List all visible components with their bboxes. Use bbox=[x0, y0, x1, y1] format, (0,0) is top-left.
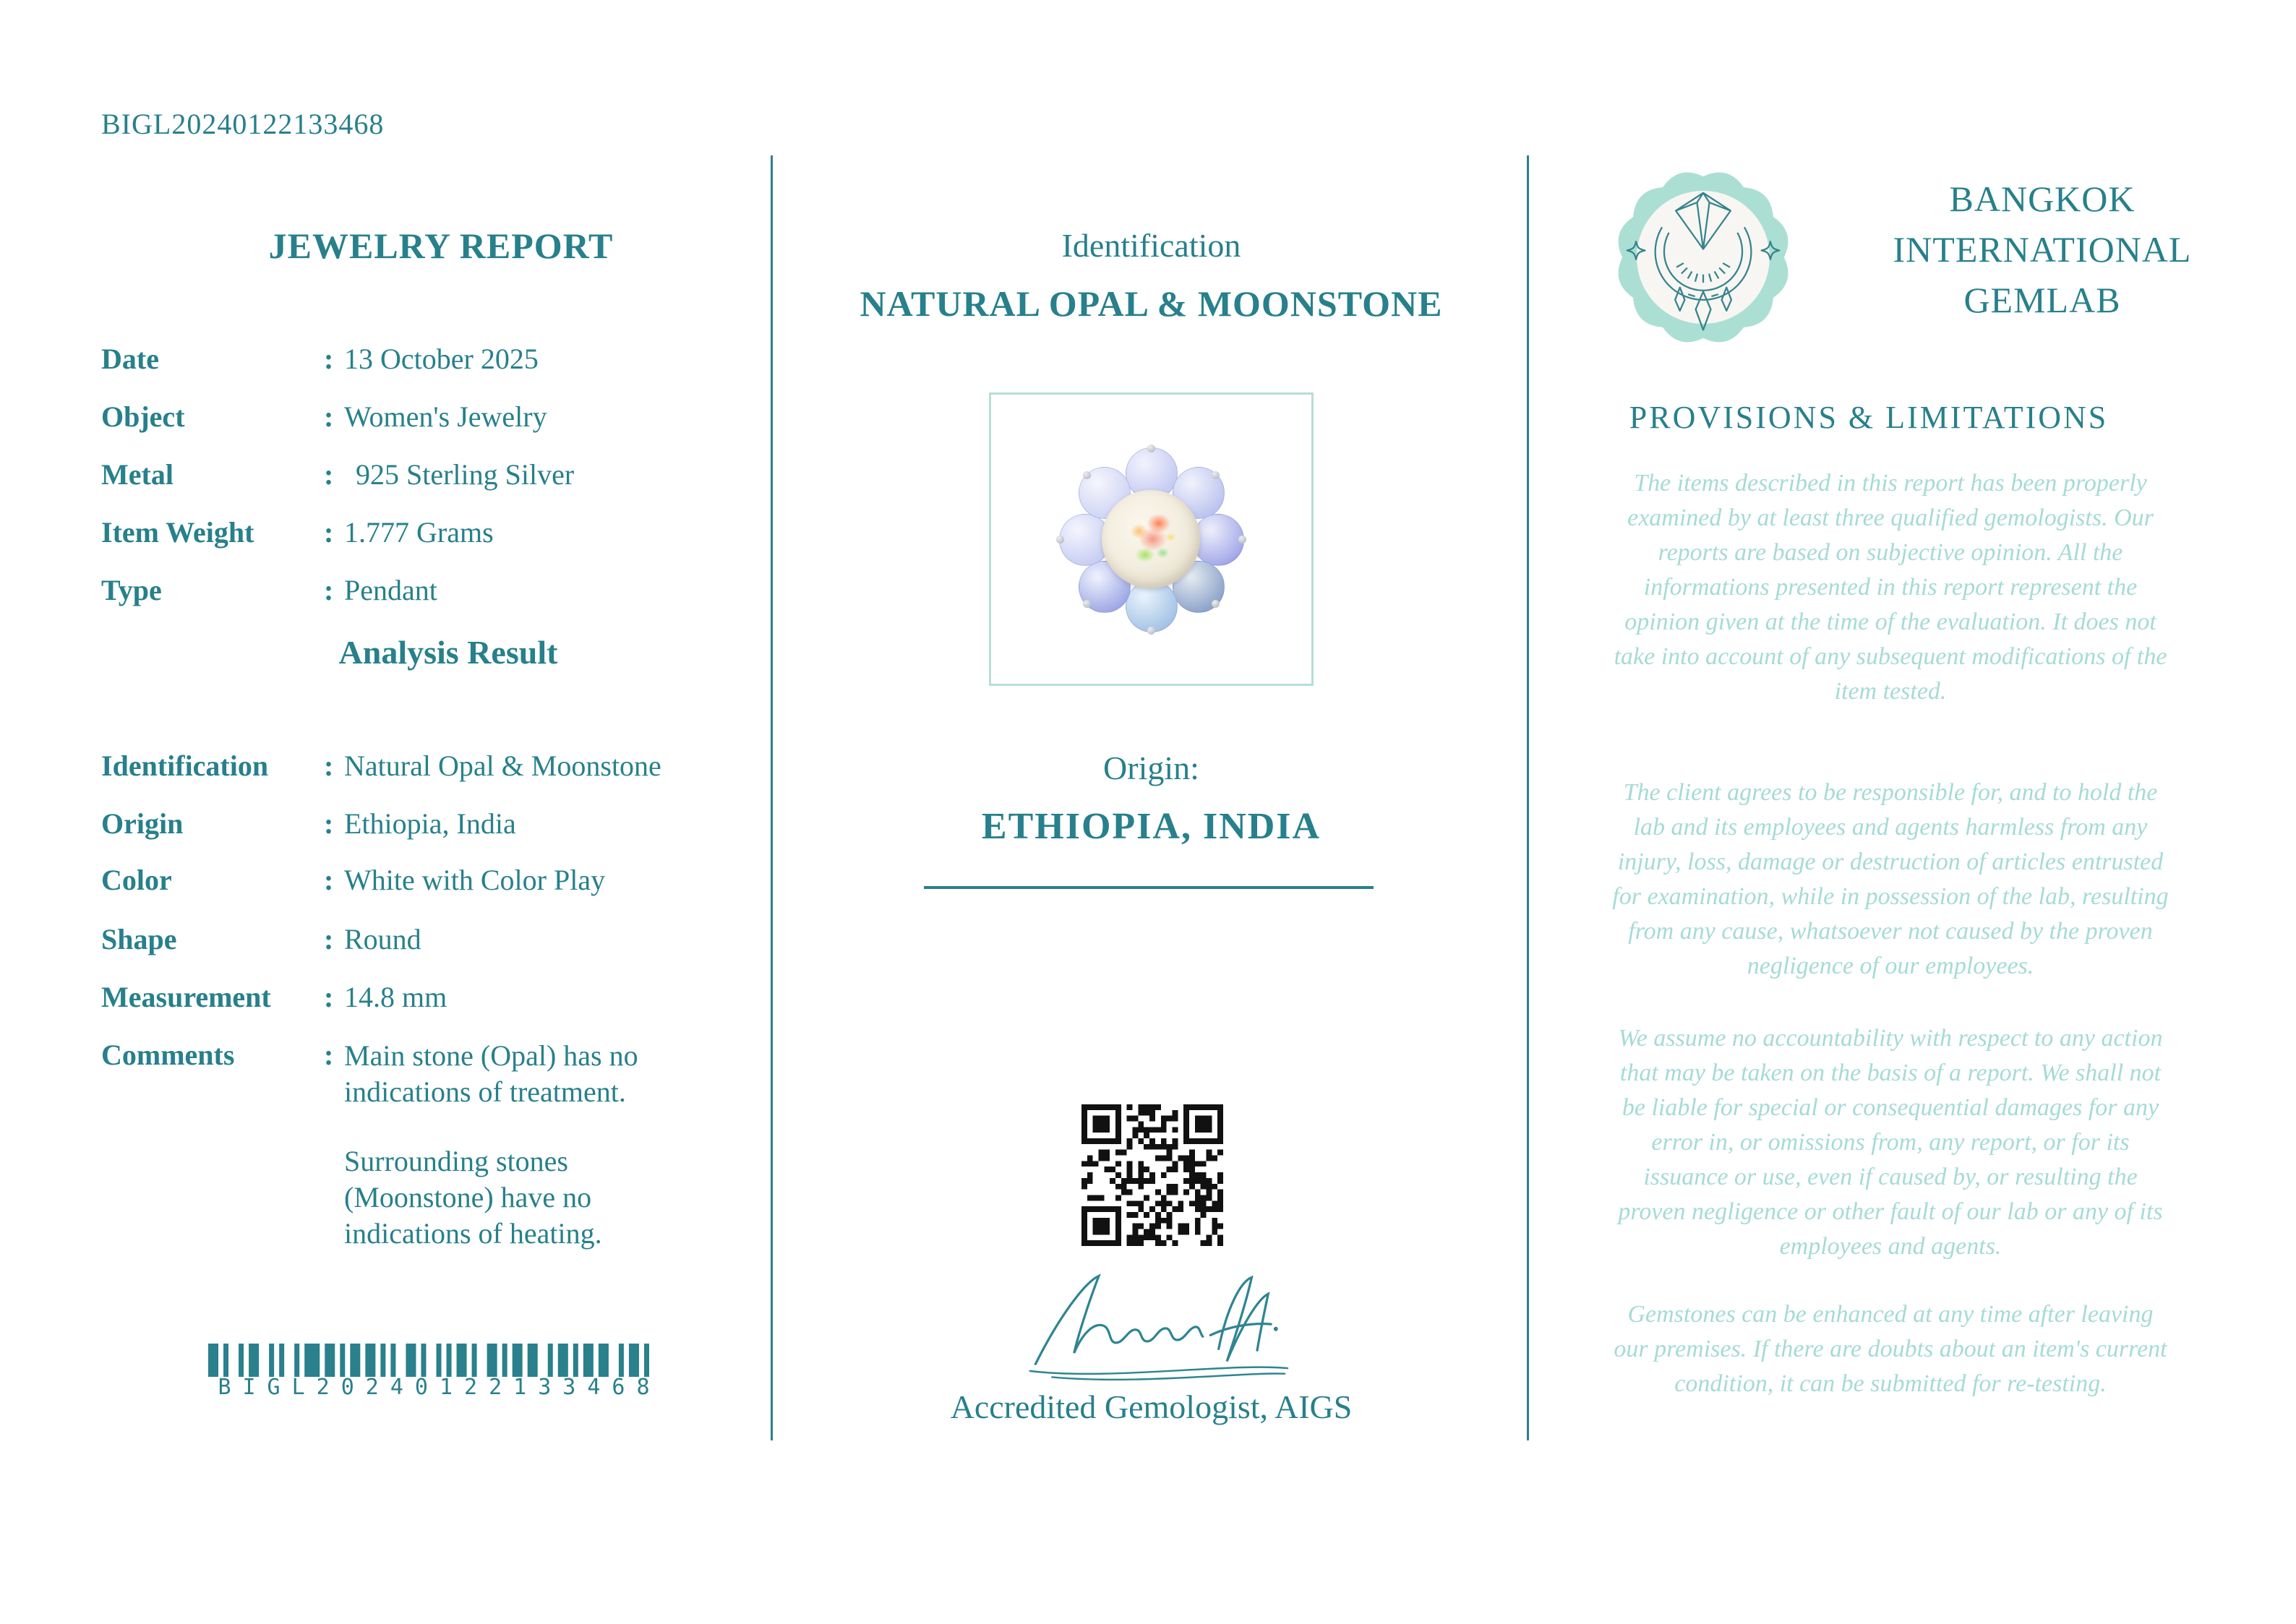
lab-name bbox=[1840, 173, 2245, 325]
field-row-color bbox=[101, 863, 774, 903]
jewelry-photo bbox=[989, 392, 1314, 686]
field-label: Color bbox=[101, 864, 172, 896]
barcode bbox=[208, 1344, 659, 1377]
prong bbox=[1238, 536, 1246, 544]
page-title: JEWELRY REPORT bbox=[268, 225, 614, 266]
prong bbox=[1083, 471, 1091, 479]
comments-line: Surrounding stones bbox=[344, 1145, 568, 1177]
lab-name-line: GEMLAB bbox=[1963, 280, 2121, 320]
field-value: 925 Sterling Silver bbox=[356, 458, 575, 491]
field-label: Item Weight bbox=[101, 516, 254, 549]
field-row-comments bbox=[101, 1038, 774, 1108]
field-row-object bbox=[101, 400, 774, 440]
identification-heading: Identification bbox=[1061, 227, 1241, 264]
field-label: Metal bbox=[101, 458, 174, 491]
prong bbox=[1056, 536, 1064, 544]
field-colon: : bbox=[324, 864, 334, 896]
field-colon: : bbox=[324, 807, 334, 840]
lab-logo bbox=[1611, 165, 1796, 350]
field-colon: : bbox=[324, 516, 334, 549]
field-label: Date bbox=[101, 343, 159, 375]
field-label: Comments bbox=[101, 1039, 235, 1071]
field-row-measurement bbox=[101, 980, 774, 1021]
field-colon: : bbox=[324, 343, 334, 375]
comments-line: indications of treatment. bbox=[344, 1075, 626, 1108]
comments-line: Main stone (Opal) has no bbox=[344, 1039, 638, 1072]
provisions-paragraph: The items described in this report has been properly examined by at least three qualified gemologists. Our reports are based on subjective opinion. All the informations presented in this report represent the opinion given at the time of the evaluation. It does not take into account of any subsequent modifications of the item tested. bbox=[1614, 470, 2167, 705]
identification-value: NATURAL OPAL & MOONSTONE bbox=[860, 283, 1443, 324]
field-row-metal bbox=[101, 457, 774, 498]
field-value: Pendant bbox=[344, 574, 437, 606]
origin-value: ETHIOPIA, INDIA bbox=[981, 806, 1322, 847]
provisions-text bbox=[1609, 466, 2172, 1401]
provisions-paragraph: The client agrees to be responsible for, and to hold the lab and its employees and agents harmless from any injury, loss, damage or destruction of articles entrusted for examination, while in possession of the lab, resulting from any cause, whatsoever not caused by the proven negligence of our employees. bbox=[1612, 779, 2169, 979]
prong bbox=[1083, 600, 1091, 608]
provisions-title: PROVISIONS & LIMITATIONS bbox=[1629, 400, 2109, 435]
field-colon: : bbox=[324, 458, 334, 491]
field-colon: : bbox=[324, 574, 334, 606]
prong bbox=[1212, 471, 1220, 479]
field-colon: : bbox=[324, 1039, 334, 1071]
field-row-item-weight bbox=[101, 515, 774, 556]
provisions-paragraph: We assume no accountability with respect to any action that may be taken on the basis of a report. We shall not be liable for special or consequential damages for any error in, or omissions from, any report, or for its issuance or use, even if caused by, or resulting the proven negligence or other fault of our lab or any of its employees and agents. bbox=[1618, 1025, 2163, 1260]
field-row-type bbox=[101, 573, 774, 614]
prong bbox=[1147, 627, 1155, 635]
field-value: Women's Jewelry bbox=[344, 400, 547, 433]
field-label: Object bbox=[101, 400, 185, 433]
field-row-origin bbox=[101, 807, 774, 847]
origin-underline bbox=[924, 886, 1374, 889]
field-colon: : bbox=[324, 749, 334, 782]
analysis-result-title: Analysis Result bbox=[338, 634, 558, 671]
comments-line: (Moonstone) have no bbox=[344, 1181, 592, 1213]
field-label: Identification bbox=[101, 749, 269, 782]
field-row-date bbox=[101, 342, 774, 382]
field-row-shape bbox=[101, 922, 774, 963]
field-value: White with Color Play bbox=[344, 864, 606, 896]
field-label: Type bbox=[101, 574, 162, 606]
column-divider-right bbox=[1527, 155, 1529, 1440]
field-colon: : bbox=[324, 923, 334, 955]
prong bbox=[1212, 600, 1220, 608]
lab-name-line: INTERNATIONAL bbox=[1893, 229, 2192, 270]
origin-heading: Origin: bbox=[1103, 749, 1199, 786]
field-value: Natural Opal & Moonstone bbox=[344, 749, 661, 782]
field-label: Origin bbox=[101, 807, 184, 840]
field-value: 14.8 mm bbox=[344, 981, 447, 1013]
barcode-text: BIGL20240122133468 bbox=[218, 1375, 661, 1400]
provisions-paragraph: Gemstones can be enhanced at any time after leaving our premises. If there are doubts about an item's current condition, it can be submitted for re-testing. bbox=[1614, 1301, 2167, 1397]
field-label: Shape bbox=[101, 923, 177, 955]
field-row-identification bbox=[101, 749, 774, 789]
qr-code bbox=[1081, 1104, 1223, 1246]
comments-line: indications of heating. bbox=[344, 1217, 602, 1250]
prong bbox=[1147, 444, 1155, 452]
gemologist-title: Accredited Gemologist, AIGS bbox=[950, 1388, 1353, 1425]
field-colon: : bbox=[324, 981, 334, 1013]
field-value: Ethiopia, India bbox=[344, 807, 516, 840]
field-value: Round bbox=[344, 923, 421, 955]
field-value: 1.777 Grams bbox=[344, 516, 494, 549]
field-label: Measurement bbox=[101, 981, 271, 1013]
field-value: 13 October 2025 bbox=[344, 343, 539, 375]
gemologist-signature bbox=[1012, 1259, 1301, 1393]
comments-paragraph-2 bbox=[344, 1143, 602, 1252]
column-divider-left bbox=[771, 155, 773, 1440]
report-number: BIGL20240122133468 bbox=[101, 108, 385, 140]
opal-center-stone bbox=[1102, 490, 1200, 588]
comments-paragraph-1 bbox=[344, 1038, 638, 1110]
lab-name-line: BANGKOK bbox=[1949, 179, 2136, 219]
field-colon: : bbox=[324, 400, 334, 433]
